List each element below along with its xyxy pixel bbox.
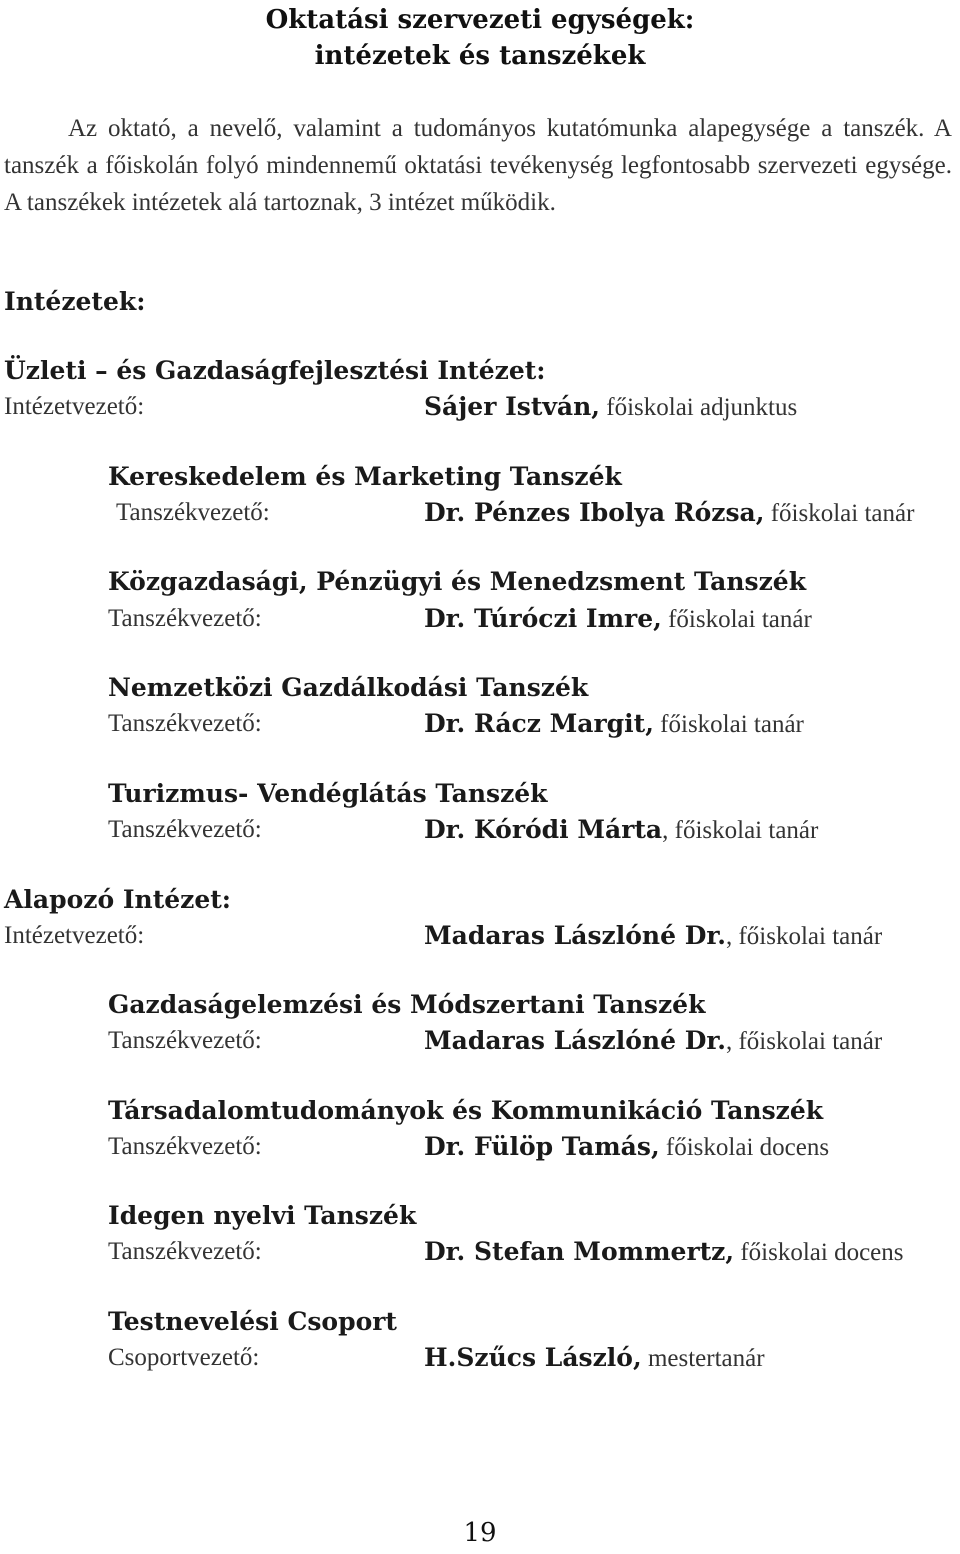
head-role-label: Tanszékvezető: <box>108 1238 262 1265</box>
head-title: főiskolai tanár <box>661 606 812 633</box>
head-name: H.Szűcs László, <box>424 1343 642 1372</box>
head-role-label: Tanszékvezető: <box>108 1133 262 1160</box>
head-role-label: Tanszékvezető: <box>116 499 270 526</box>
head-entry <box>424 389 797 426</box>
head-title: , főiskolai tanár <box>725 1028 883 1055</box>
institutes-label: Intézetek: <box>4 287 146 316</box>
head-name: Dr. Rácz Margit, <box>424 709 654 738</box>
intro-text: Az oktató, a nevelő, valamint a tudományos kutatómunka alapegysége a tanszék. A tanszék a főiskolán folyó mindennemű oktatási tevékenység legfontosabb szervezeti egysége. A tanszékek intézetek alá tartoznak, 3 intézet működik. <box>4 115 952 216</box>
head-entry <box>424 1340 765 1377</box>
department-name: Gazdaságelemzési és Módszertani Tanszék <box>108 990 706 1019</box>
page-number: 19 <box>463 1518 497 1548</box>
head-title: főiskolai tanár <box>653 711 804 738</box>
head-role-label: Intézetvezető: <box>4 393 145 420</box>
page-title-line2: intézetek és tanszékek <box>314 41 646 71</box>
head-title: főiskolai adjunktus <box>600 394 798 421</box>
department-name: Testnevelési Csoport <box>108 1307 397 1336</box>
head-role-label: Csoportvezető: <box>108 1344 260 1371</box>
head-role-label: Tanszékvezető: <box>108 605 262 632</box>
head-title: főiskolai tanár <box>764 500 915 527</box>
institute-name: Üzleti – és Gazdaságfejlesztési Intézet: <box>4 356 546 385</box>
department-name: Turizmus- Vendéglátás Tanszék <box>108 779 548 808</box>
head-title: , főiskolai tanár <box>662 817 819 844</box>
head-title: főiskolai docens <box>659 1134 830 1161</box>
head-name: Madaras Lászlóné Dr. <box>424 921 726 950</box>
head-entry <box>424 495 914 532</box>
page-title-line1: Oktatási szervezeti egységek: <box>265 5 695 35</box>
head-name: Sájer István, <box>424 392 601 421</box>
head-role-label: Tanszékvezető: <box>108 710 262 737</box>
head-title: , főiskolai tanár <box>725 923 883 950</box>
head-name: Dr. Fülöp Tamás, <box>424 1132 660 1161</box>
head-entry <box>424 812 818 849</box>
department-name: Közgazdasági, Pénzügyi és Menedzsment Tanszék <box>108 567 807 596</box>
department-name: Társadalomtudományok és Kommunikáció Tanszék <box>108 1096 824 1125</box>
head-name: Dr. Stefan Mommertz, <box>424 1237 735 1266</box>
head-title: mestertanár <box>641 1345 765 1372</box>
institute-name: Alapozó Intézet: <box>4 885 232 914</box>
head-entry <box>424 1234 904 1271</box>
intro-paragraph <box>4 110 952 221</box>
head-entry <box>424 706 804 743</box>
department-name: Idegen nyelvi Tanszék <box>108 1201 417 1230</box>
head-entry <box>424 601 812 638</box>
head-role-label: Tanszékvezető: <box>108 816 262 843</box>
head-title: főiskolai docens <box>734 1239 904 1266</box>
head-name: Dr. Kóródi Márta <box>424 815 663 844</box>
head-name: Dr. Túróczi Imre, <box>424 604 662 633</box>
department-name: Kereskedelem és Marketing Tanszék <box>108 462 622 491</box>
head-role-label: Intézetvezető: <box>4 922 145 949</box>
head-name: Madaras Lászlóné Dr. <box>424 1026 726 1055</box>
head-entry <box>424 1129 829 1166</box>
department-name: Nemzetközi Gazdálkodási Tanszék <box>108 673 589 702</box>
head-name: Dr. Pénzes Ibolya Rózsa, <box>424 498 765 527</box>
head-entry <box>424 1023 882 1060</box>
head-role-label: Tanszékvezető: <box>108 1027 262 1054</box>
head-entry <box>424 918 882 955</box>
